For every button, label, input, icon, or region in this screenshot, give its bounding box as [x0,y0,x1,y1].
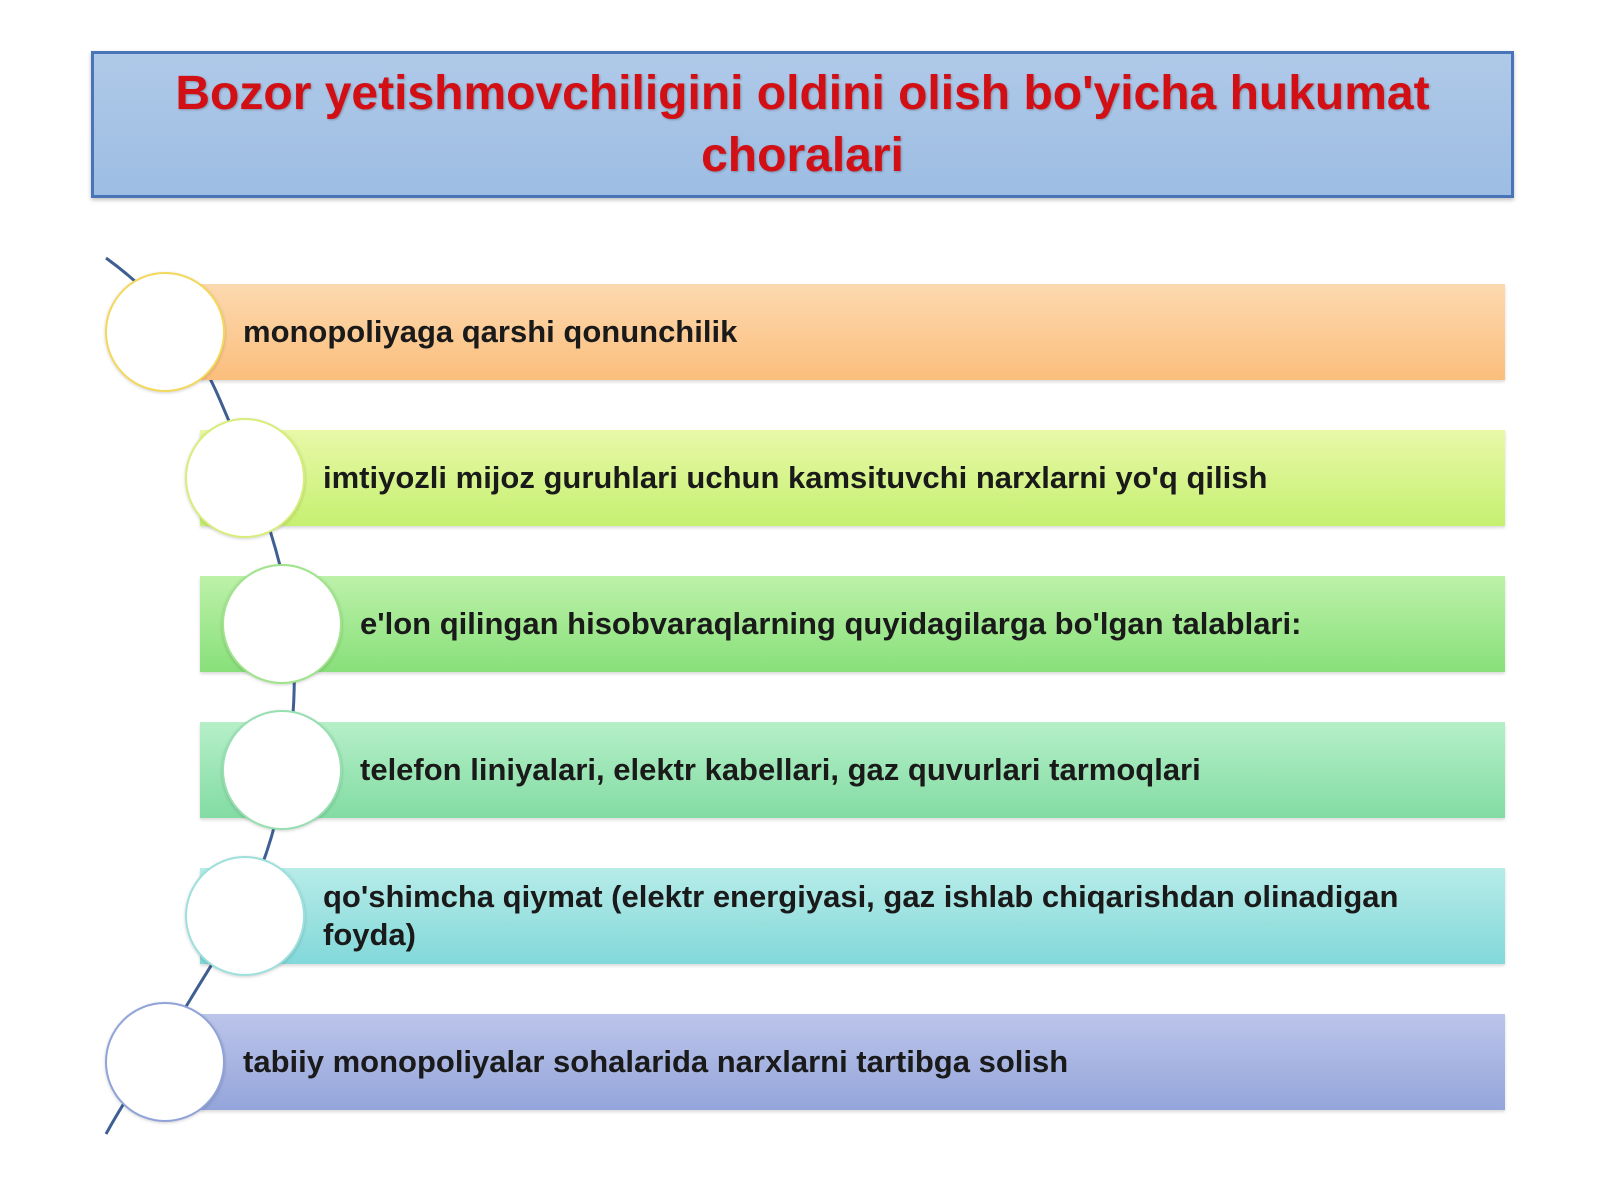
timeline-circle-2 [185,418,305,538]
timeline-band-1 [200,284,1505,380]
slide-title: Bozor yetishmovchiligini oldini olish bo'yicha hukumat choralari [175,66,1430,182]
timeline-band-3 [200,576,1505,672]
connector-line [106,258,294,1134]
timeline-circle-5 [185,856,305,976]
timeline-circle-3 [222,564,342,684]
band-label-6: tabiiy monopoliyalar sohalarida narxlarni tartibga solish [243,1044,1069,1079]
timeline-circle-4 [222,710,342,830]
timeline-band-5 [200,868,1505,964]
band-label-5: qo'shimcha qiymat (elektr energiyasi, gaz ishlab chiqarishdan olinadigan foyda) [323,879,1399,952]
band-label-2: imtiyozli mijoz guruhlari uchun kamsituvchi narxlarni yo'q qilish [323,460,1268,495]
timeline-band-2 [200,430,1505,526]
band-label-1: monopoliyaga qarshi qonunchilik [243,314,738,349]
band-label-4: telefon liniyalari, elektr kabellari, gaz quvurlari tarmoqlari [360,752,1201,787]
title-box [91,51,1514,198]
timeline-band-6 [200,1014,1505,1110]
timeline-circle-1 [105,272,225,392]
timeline-circle-6 [105,1002,225,1122]
band-label-3: e'lon qilingan hisobvaraqlarning quyidagilarga bo'lgan talablari: [360,606,1302,641]
timeline-band-4 [200,722,1505,818]
